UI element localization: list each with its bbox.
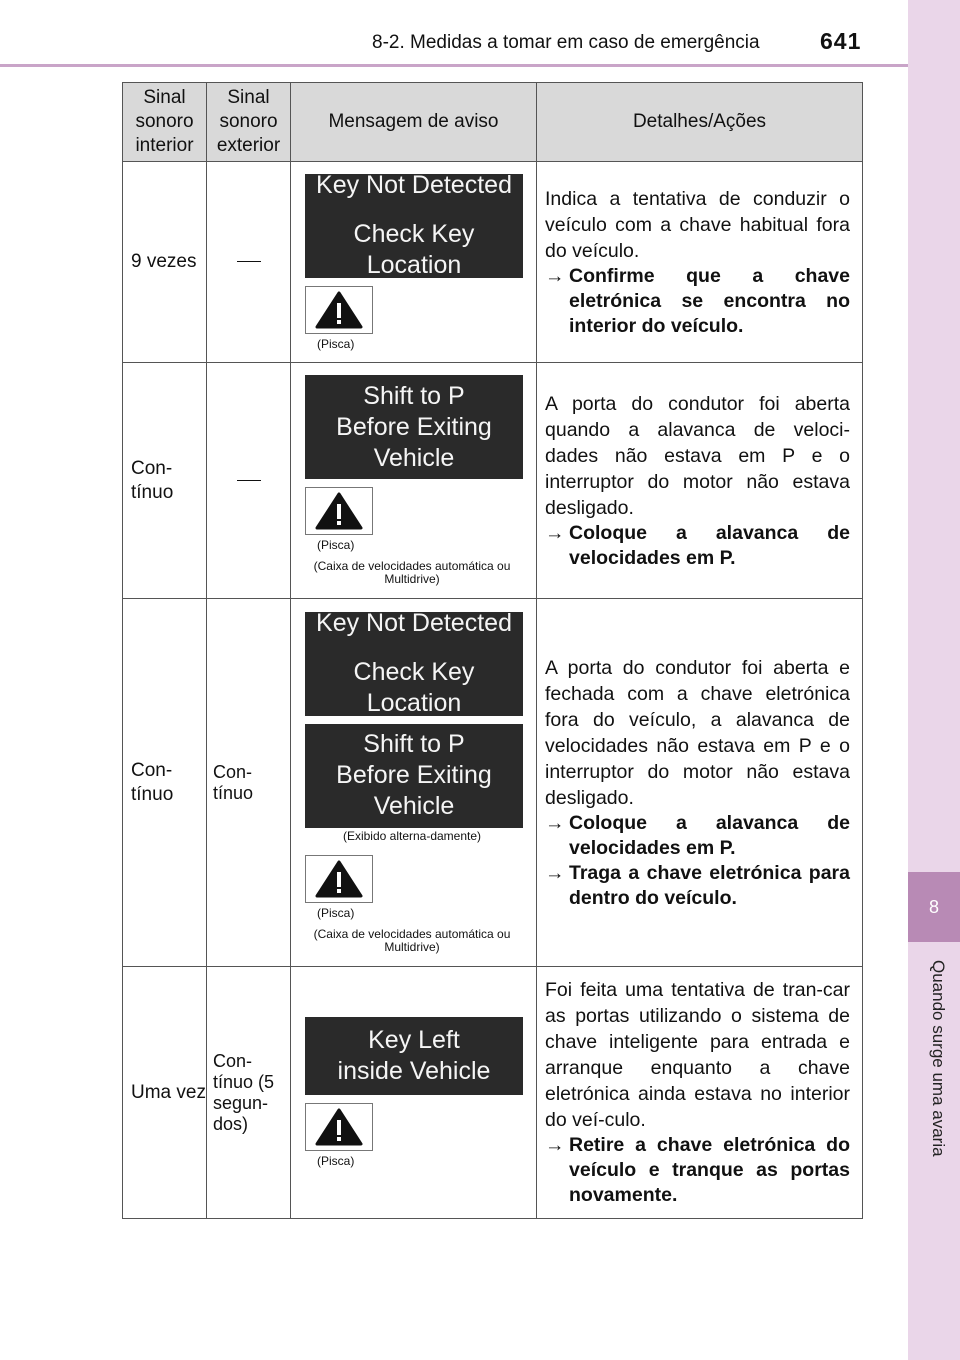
exterior-buzzer-cell bbox=[207, 162, 291, 363]
details-text: A porta do condutor foi aberta quando a alavanca de veloci-dades não estava em P e o interruptor do motor não estava desligado. bbox=[545, 392, 850, 519]
display-screen bbox=[305, 609, 523, 717]
warning-triangle-icon bbox=[305, 855, 373, 903]
screen-line: Before Exiting bbox=[336, 412, 492, 441]
display-screen bbox=[305, 724, 523, 828]
header-rule bbox=[0, 64, 908, 67]
icon-caption: (Pisca) bbox=[317, 538, 355, 552]
warning-table bbox=[122, 82, 863, 1219]
arrow-icon: → bbox=[545, 1134, 565, 1156]
details-cell bbox=[537, 162, 863, 363]
details-text: Indica a tentativa de conduzir o veículo com a chave habitual fora do veículo. bbox=[545, 187, 850, 262]
action-item bbox=[545, 521, 850, 571]
transmission-footnote: (Caixa de velocidades automática ou Multidrive) bbox=[313, 559, 511, 586]
screen-line: Vehicle bbox=[373, 443, 455, 472]
action-text: Coloque a alavanca de velocidades em P. bbox=[569, 521, 850, 569]
dash-mark bbox=[237, 261, 261, 262]
header-exterior-buzzer: Sinal sonoro exterior bbox=[207, 83, 291, 162]
screen-line: Before Exiting bbox=[336, 761, 492, 789]
warning-message-cell bbox=[291, 599, 537, 967]
page-number: 641 bbox=[820, 28, 862, 54]
screen-line: inside Vehicle bbox=[337, 1057, 491, 1085]
exterior-buzzer-cell bbox=[207, 363, 291, 599]
arrow-icon: → bbox=[545, 521, 565, 544]
icon-caption: (Pisca) bbox=[317, 1154, 355, 1168]
table-row bbox=[123, 363, 863, 599]
alternating-caption: (Exibido alterna-damente) bbox=[342, 828, 482, 843]
chapter-number: 8 bbox=[908, 872, 960, 942]
table-row bbox=[123, 162, 863, 363]
interior-buzzer-cell: Con-tínuo bbox=[123, 599, 207, 967]
action-item bbox=[545, 1133, 850, 1208]
chapter-title: Quando surge uma avaria bbox=[929, 960, 948, 1157]
screen-line: Shift to P bbox=[363, 381, 465, 410]
action-text: Confirme que a chave eletrónica se encontra no interior do veículo. bbox=[569, 264, 850, 337]
screen-line: Key Left bbox=[368, 1026, 460, 1054]
action-item bbox=[545, 861, 850, 911]
header-details-actions: Detalhes/Ações bbox=[537, 83, 863, 162]
warning-triangle-icon bbox=[305, 487, 373, 535]
interior-buzzer-cell: Con-tínuo bbox=[123, 363, 207, 599]
table-header-row bbox=[123, 83, 863, 162]
warning-triangle-icon bbox=[305, 1103, 373, 1151]
warning-message-cell bbox=[291, 967, 537, 1219]
arrow-icon: → bbox=[545, 811, 565, 834]
warning-message-cell bbox=[291, 162, 537, 363]
table-row bbox=[123, 967, 863, 1219]
exterior-buzzer-cell: Con-tínuo (5 segun-dos) bbox=[207, 967, 291, 1219]
arrow-icon: → bbox=[545, 861, 565, 884]
action-text: Coloque a alavanca de velocidades em P. bbox=[569, 811, 850, 859]
icon-caption: (Pisca) bbox=[317, 905, 355, 920]
screen-line: Check Key Location bbox=[353, 220, 475, 279]
details-cell bbox=[537, 363, 863, 599]
display-screen bbox=[305, 1017, 523, 1095]
arrow-icon: → bbox=[545, 264, 565, 287]
action-text: Retire a chave eletrónica do veículo e tranque as portas novamente. bbox=[569, 1134, 850, 1206]
screen-line: Vehicle bbox=[373, 792, 455, 820]
action-item bbox=[545, 264, 850, 339]
header-warning-message: Mensagem de aviso bbox=[291, 83, 537, 162]
dash-mark bbox=[237, 480, 261, 481]
table-row bbox=[123, 599, 863, 967]
action-item bbox=[545, 811, 850, 861]
interior-buzzer-cell: 9 vezes bbox=[123, 162, 207, 363]
icon-caption: (Pisca) bbox=[317, 336, 355, 351]
screen-line: Key Not Detected bbox=[316, 171, 512, 199]
warning-message-cell bbox=[291, 363, 537, 599]
interior-buzzer-cell: Uma vez bbox=[123, 967, 207, 1219]
screen-line: Shift to P bbox=[363, 730, 465, 758]
screen-line: Check Key Location bbox=[353, 658, 475, 717]
section-title: 8-2. Medidas a tomar em caso de emergência bbox=[372, 32, 760, 53]
header-interior-buzzer: Sinal sonoro interior bbox=[123, 83, 207, 162]
display-screen bbox=[305, 375, 523, 479]
transmission-footnote: (Caixa de velocidades automática ou Multidrive) bbox=[313, 926, 511, 954]
details-text: A porta do condutor foi aberta e fechada com a chave eletrónica fora do veículo, a alavanca de velocidades não estava em P e o interruptor do motor não estava desligado. bbox=[545, 656, 850, 809]
screen-line: Key Not Detected bbox=[316, 609, 512, 637]
details-cell bbox=[537, 599, 863, 967]
display-screen bbox=[305, 171, 523, 279]
warning-triangle-icon bbox=[305, 286, 373, 334]
details-text: Foi feita uma tentativa de tran-car as portas utilizando o sistema de chave inteligente para entrada e arranque enquanto a chave eletrónica ainda estava no interior do veí-culo. bbox=[545, 979, 850, 1131]
details-cell bbox=[537, 967, 863, 1219]
exterior-buzzer-cell: Con-tínuo bbox=[207, 599, 291, 967]
action-text: Traga a chave eletrónica para dentro do veículo. bbox=[569, 861, 850, 909]
